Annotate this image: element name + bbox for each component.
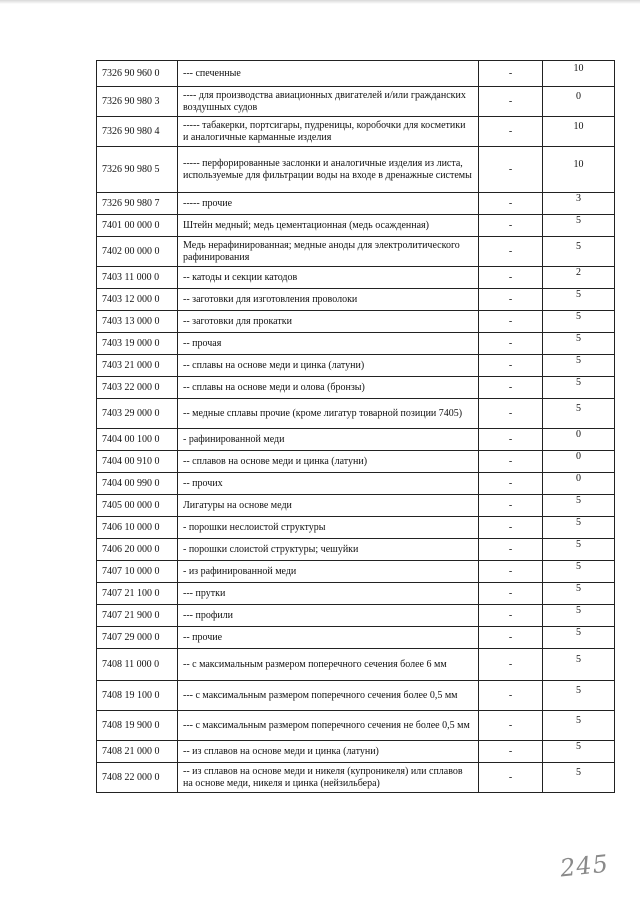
description-cell: --- спеченные <box>178 61 479 87</box>
tariff-code-cell: 7404 00 100 0 <box>97 429 178 451</box>
table-row <box>97 377 615 399</box>
unit-cell: - <box>479 517 543 539</box>
table-row <box>97 61 615 87</box>
table-row <box>97 311 615 333</box>
tariff-code-cell: 7326 90 960 0 <box>97 61 178 87</box>
tariff-code-cell: 7403 19 000 0 <box>97 333 178 355</box>
description-cell: -- прочая <box>178 333 479 355</box>
description-cell: ----- прочие <box>178 193 479 215</box>
unit-cell: - <box>479 311 543 333</box>
duty-rate-cell: 5 <box>543 763 615 793</box>
unit-cell: - <box>479 289 543 311</box>
duty-rate-cell: 0 <box>543 87 615 117</box>
tariff-code-cell: 7407 21 900 0 <box>97 605 178 627</box>
tariff-code-cell: 7403 22 000 0 <box>97 377 178 399</box>
duty-rate-cell: 5 <box>543 711 615 741</box>
table-row <box>97 495 615 517</box>
description-cell: --- с максимальным размером поперечного сечения более 0,5 мм <box>178 681 479 711</box>
duty-rate-cell: 5 <box>543 355 615 377</box>
table-row <box>97 741 615 763</box>
duty-rate-cell: 5 <box>543 539 615 561</box>
table-row <box>97 237 615 267</box>
duty-rate-cell: 5 <box>543 333 615 355</box>
description-cell: -- заготовки для изготовления проволоки <box>178 289 479 311</box>
description-cell: -- медные сплавы прочие (кроме лигатур товарной позиции 7405) <box>178 399 479 429</box>
table-row <box>97 561 615 583</box>
unit-cell: - <box>479 355 543 377</box>
table-row <box>97 517 615 539</box>
description-cell: - из рафинированной меди <box>178 561 479 583</box>
unit-cell: - <box>479 61 543 87</box>
duty-rate-cell: 5 <box>543 583 615 605</box>
tariff-table-body <box>97 61 615 793</box>
tariff-code-cell: 7407 10 000 0 <box>97 561 178 583</box>
unit-cell: - <box>479 711 543 741</box>
description-cell: -- прочие <box>178 627 479 649</box>
table-row <box>97 473 615 495</box>
description-cell: - порошки неслоистой структуры <box>178 517 479 539</box>
duty-rate-cell: 5 <box>543 215 615 237</box>
duty-rate-cell: 5 <box>543 649 615 681</box>
scan-edge <box>0 0 640 4</box>
description-cell: Медь нерафинированная; медные аноды для электролитического рафинирования <box>178 237 479 267</box>
duty-rate-cell: 5 <box>543 517 615 539</box>
unit-cell: - <box>479 763 543 793</box>
tariff-code-cell: 7326 90 980 3 <box>97 87 178 117</box>
table-row <box>97 681 615 711</box>
unit-cell: - <box>479 237 543 267</box>
duty-rate-cell: 0 <box>543 451 615 473</box>
tariff-code-cell: 7404 00 910 0 <box>97 451 178 473</box>
unit-cell: - <box>479 539 543 561</box>
table-row <box>97 193 615 215</box>
unit-cell: - <box>479 627 543 649</box>
unit-cell: - <box>479 193 543 215</box>
description-cell: - порошки слоистой структуры; чешуйки <box>178 539 479 561</box>
tariff-code-cell: 7401 00 000 0 <box>97 215 178 237</box>
duty-rate-cell: 5 <box>543 561 615 583</box>
table-row <box>97 117 615 147</box>
tariff-code-cell: 7406 10 000 0 <box>97 517 178 539</box>
description-cell: --- профили <box>178 605 479 627</box>
duty-rate-cell: 3 <box>543 193 615 215</box>
unit-cell: - <box>479 451 543 473</box>
tariff-code-cell: 7405 00 000 0 <box>97 495 178 517</box>
unit-cell: - <box>479 333 543 355</box>
duty-rate-cell: 5 <box>543 399 615 429</box>
duty-rate-cell: 10 <box>543 61 615 87</box>
description-cell: ----- табакерки, портсигары, пудреницы, коробочки для косметики и аналогичные карманные изделия <box>178 117 479 147</box>
description-cell: -- сплавы на основе меди и олова (бронзы) <box>178 377 479 399</box>
duty-rate-cell: 5 <box>543 377 615 399</box>
duty-rate-cell: 5 <box>543 741 615 763</box>
table-row <box>97 711 615 741</box>
duty-rate-cell: 10 <box>543 147 615 193</box>
table-row <box>97 429 615 451</box>
description-cell: -- с максимальным размером поперечного сечения более 6 мм <box>178 649 479 681</box>
tariff-code-cell: 7403 13 000 0 <box>97 311 178 333</box>
description-cell: --- прутки <box>178 583 479 605</box>
tariff-code-cell: 7326 90 980 4 <box>97 117 178 147</box>
table-row <box>97 267 615 289</box>
table-row <box>97 451 615 473</box>
duty-rate-cell: 5 <box>543 311 615 333</box>
tariff-code-cell: 7403 21 000 0 <box>97 355 178 377</box>
description-cell: -- прочих <box>178 473 479 495</box>
table-row <box>97 583 615 605</box>
table-row <box>97 355 615 377</box>
tariff-code-cell: 7402 00 000 0 <box>97 237 178 267</box>
unit-cell: - <box>479 473 543 495</box>
tariff-code-cell: 7403 11 000 0 <box>97 267 178 289</box>
tariff-code-cell: 7326 90 980 7 <box>97 193 178 215</box>
table-row <box>97 87 615 117</box>
tariff-code-cell: 7403 29 000 0 <box>97 399 178 429</box>
description-cell: --- с максимальным размером поперечного сечения не более 0,5 мм <box>178 711 479 741</box>
description-cell: -- сплавов на основе меди и цинка (латуни) <box>178 451 479 473</box>
unit-cell: - <box>479 561 543 583</box>
description-cell: - рафинированной меди <box>178 429 479 451</box>
description-cell: -- из сплавов на основе меди и цинка (латуни) <box>178 741 479 763</box>
duty-rate-cell: 0 <box>543 429 615 451</box>
tariff-code-cell: 7408 22 000 0 <box>97 763 178 793</box>
duty-rate-cell: 10 <box>543 117 615 147</box>
tariff-code-cell: 7406 20 000 0 <box>97 539 178 561</box>
table-row <box>97 763 615 793</box>
unit-cell: - <box>479 147 543 193</box>
unit-cell: - <box>479 267 543 289</box>
table-row <box>97 289 615 311</box>
tariff-code-cell: 7404 00 990 0 <box>97 473 178 495</box>
description-cell: ---- для производства авиационных двигателей и/или гражданских воздушных судов <box>178 87 479 117</box>
unit-cell: - <box>479 583 543 605</box>
unit-cell: - <box>479 429 543 451</box>
table-row <box>97 649 615 681</box>
table-row <box>97 215 615 237</box>
tariff-code-cell: 7403 12 000 0 <box>97 289 178 311</box>
unit-cell: - <box>479 215 543 237</box>
unit-cell: - <box>479 605 543 627</box>
tariff-code-cell: 7408 19 100 0 <box>97 681 178 711</box>
duty-rate-cell: 5 <box>543 627 615 649</box>
duty-rate-cell: 5 <box>543 495 615 517</box>
duty-rate-cell: 5 <box>543 237 615 267</box>
description-cell: -- катоды и секции катодов <box>178 267 479 289</box>
table-row <box>97 399 615 429</box>
handwritten-page-number: 245 <box>558 849 611 883</box>
description-cell: -- сплавы на основе меди и цинка (латуни) <box>178 355 479 377</box>
duty-rate-cell: 5 <box>543 681 615 711</box>
unit-cell: - <box>479 681 543 711</box>
tariff-code-cell: 7326 90 980 5 <box>97 147 178 193</box>
tariff-code-cell: 7408 19 900 0 <box>97 711 178 741</box>
unit-cell: - <box>479 87 543 117</box>
table-row <box>97 539 615 561</box>
description-cell: -- из сплавов на основе меди и никеля (купроникеля) или сплавов на основе меди, никеля и цинка (нейзильбера) <box>178 763 479 793</box>
unit-cell: - <box>479 741 543 763</box>
description-cell: -- заготовки для прокатки <box>178 311 479 333</box>
table-row <box>97 147 615 193</box>
table-row <box>97 627 615 649</box>
duty-rate-cell: 0 <box>543 473 615 495</box>
duty-rate-cell: 5 <box>543 289 615 311</box>
unit-cell: - <box>479 117 543 147</box>
duty-rate-cell: 5 <box>543 605 615 627</box>
unit-cell: - <box>479 649 543 681</box>
description-cell: ----- перфорированные заслонки и аналогичные изделия из листа, используемые для фильтрации воды на входе в дренажные системы <box>178 147 479 193</box>
unit-cell: - <box>479 495 543 517</box>
description-cell: Лигатуры на основе меди <box>178 495 479 517</box>
duty-rate-cell: 2 <box>543 267 615 289</box>
tariff-code-cell: 7407 21 100 0 <box>97 583 178 605</box>
unit-cell: - <box>479 377 543 399</box>
tariff-code-cell: 7408 11 000 0 <box>97 649 178 681</box>
tariff-table <box>96 60 615 793</box>
tariff-code-cell: 7408 21 000 0 <box>97 741 178 763</box>
table-row <box>97 333 615 355</box>
tariff-code-cell: 7407 29 000 0 <box>97 627 178 649</box>
table-row <box>97 605 615 627</box>
unit-cell: - <box>479 399 543 429</box>
description-cell: Штейн медный; медь цементационная (медь осажденная) <box>178 215 479 237</box>
